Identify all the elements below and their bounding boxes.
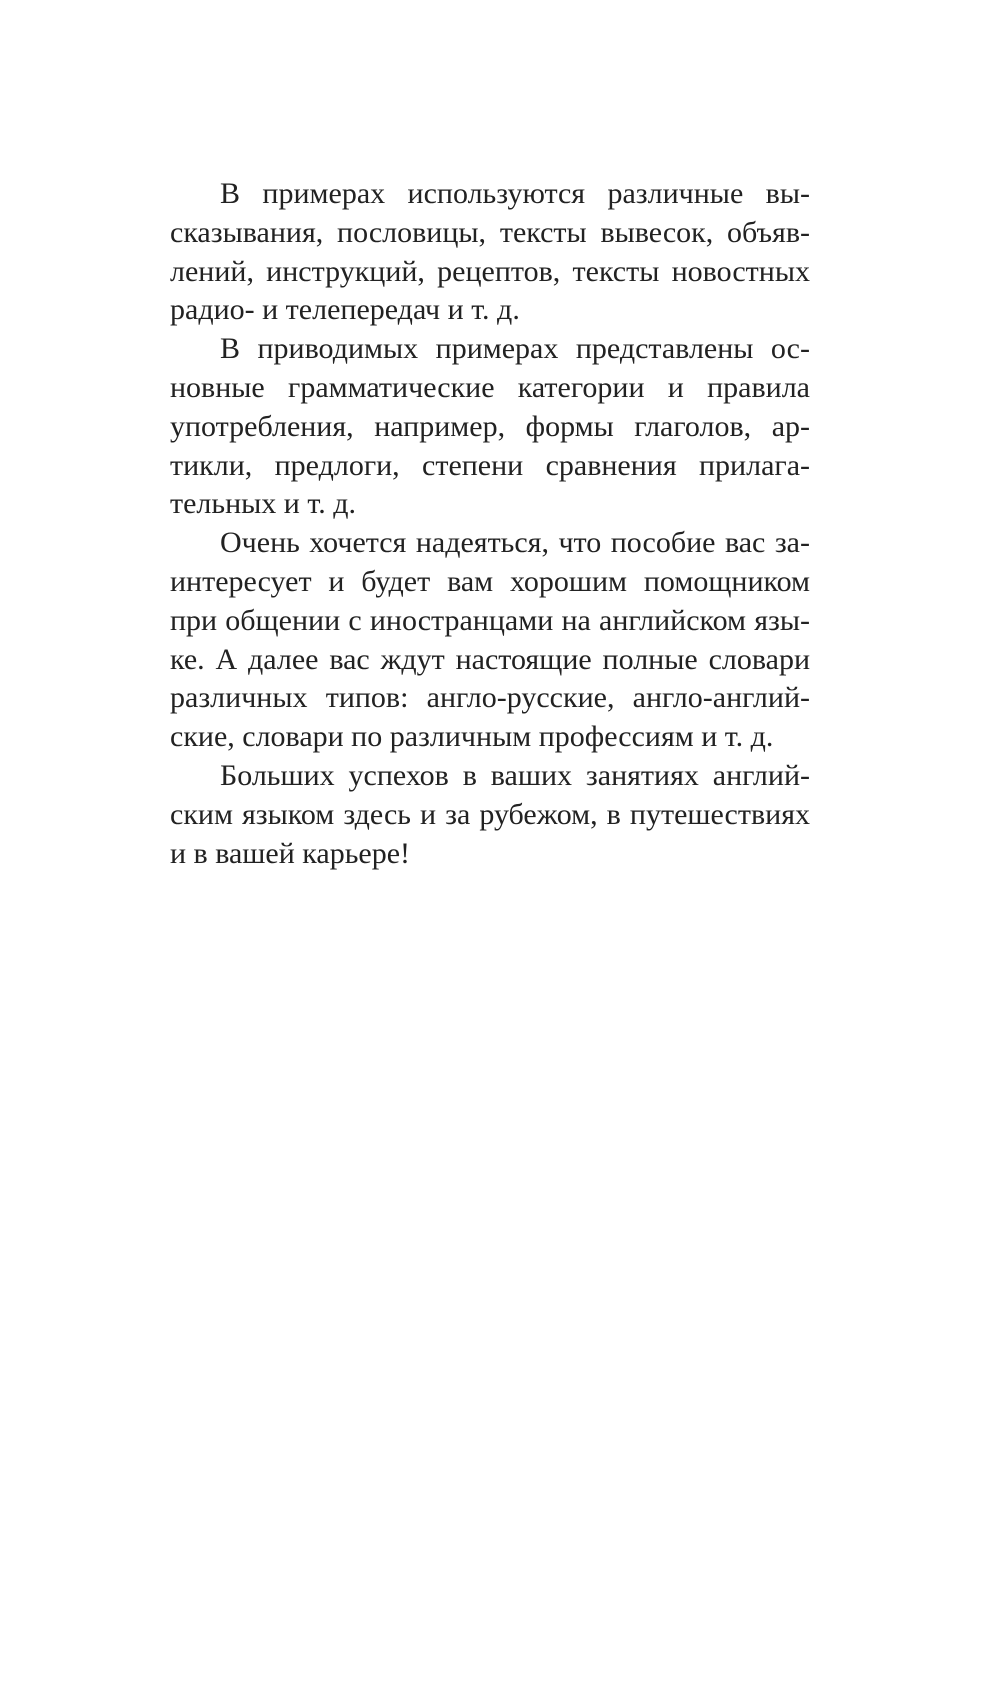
text-line: радио- и телепередач и т. д.	[170, 293, 520, 327]
text-line: при общении с иностранцами на английском язы-	[170, 603, 810, 637]
text-line: новные грамматические категории и правила	[170, 370, 810, 404]
paragraph-wishes	[170, 757, 810, 873]
text-line: тельных и т. д.	[170, 487, 356, 521]
text-line: сказывания, пословицы, тексты вывесок, объяв-	[170, 215, 810, 249]
paragraph-grammar-categories	[170, 330, 810, 524]
text-line: В примерах используются различные вы-	[220, 177, 810, 210]
text-line: тикли, предлоги, степени сравнения прилага-	[170, 448, 810, 482]
text-line: Очень хочется надеяться, что пособие вас за-	[220, 526, 810, 560]
text-line: ке. А далее вас ждут настоящие полные словари	[170, 642, 810, 676]
paragraph-hope-dictionaries	[170, 524, 810, 757]
text-line: ские, словари по различным профессиям и т. д.	[170, 720, 774, 754]
text-line: употребления, например, формы глаголов, ар-	[170, 409, 810, 443]
text-line: В приводимых примерах представлены ос-	[220, 332, 810, 366]
text-line: Больших успехов в ваших занятиях англий-	[220, 758, 810, 792]
text-line: различных типов: англо-русские, англо-англий-	[170, 681, 810, 715]
text-line: и в вашей карьере!	[170, 836, 411, 870]
text-line: интересует и будет вам хорошим помощником	[170, 564, 810, 598]
text-line: ским языком здесь и за рубежом, в путешествиях	[170, 797, 810, 831]
paragraph-examples-sources	[170, 175, 810, 330]
body-text	[170, 175, 810, 873]
text-line: лений, инструкций, рецептов, тексты новостных	[170, 254, 810, 288]
